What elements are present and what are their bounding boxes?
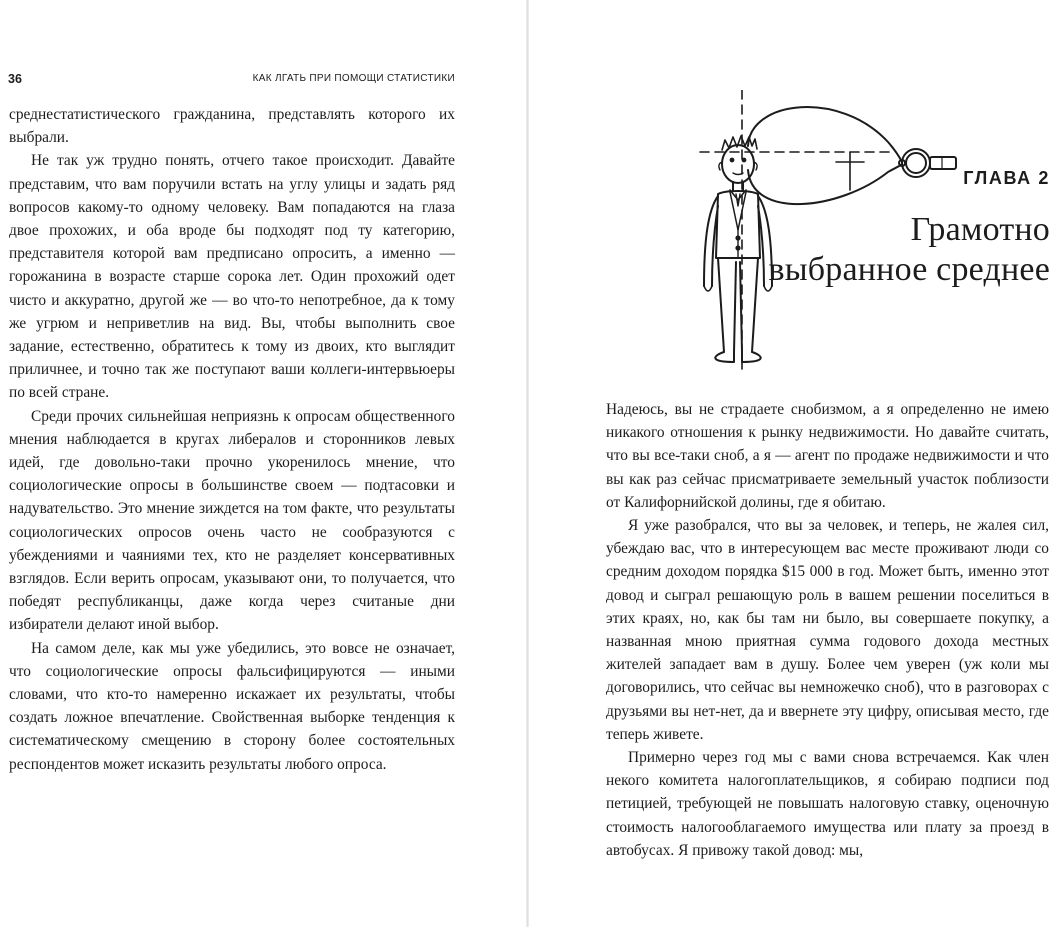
man-head [722,145,754,183]
chapter-label: ГЛАВА 2 [963,168,1050,188]
paragraph: На самом деле, как мы уже убедились, это вовсе не означает, что социологические опросы фальсифицируются — иными словами, что кто-то намеренно искажает их результаты, чтобы создать ложное впечатление. Свойственная выборке тенденция к систематическому смещению в сторону более состоятельных респондентов может исказить результаты любого опроса. [9,639,455,773]
paragraph: Надеюсь, вы не страдаете снобизмом, а я определенно не имею никакого отношения к рынку недвижимости. Но давайте считать, что вы все-таки сноб, а я — агент по продаже недвижимости и что вы как раз сейчас присматриваете земельный участок поблизости от Калифорнийской долины, где я обитаю. [606,401,1049,511]
caliper-lower-arm [748,164,902,204]
left-body-text [9,103,455,776]
page-number: 36 [8,72,22,86]
book-title-header: КАК ЛГАТЬ ПРИ ПОМОЩИ СТАТИСТИКИ [252,73,455,84]
paragraph: Примерно через год мы с вами снова встречаемся. Как член некого комитета налогоплательщиков, я собираю подписи под петицией, требующей не повышать налоговую ставку, оценочную стоимость налогооблагаемого имущества или плату за проезд в автобусах. Я привожу такой довод: мы, [606,749,1049,859]
paragraph: Не так уж трудно понять, отчего такое происходит. Давайте представим, что вам поручили встать на углу улицы и задать ряд вопросов какому-то одному человеку. Вам попадаются на глаза двое прохожих, и оба вроде бы подходят под ту категорию, представителя которой вам предписано опросить, а именно — горожанина в возрасте старше сорока лет. Один прохожий одет чисто и аккуратно, другой же — во что-то непотребное, да к тому же угрюм и неприветлив на вид. Вы, чтобы выполнить свое задание, естественно, обратитесь к тому из двоих, кто выглядит приличнее, и точно так же поступают ваши коллеги-интервьюеры по всей стране. [9,152,455,402]
paragraph: среднестатистического гражданина, представлять которого их выбрали. [9,106,455,147]
man-left-shoe [715,352,734,362]
left-page [0,0,527,927]
running-head [8,72,455,88]
right-body-text [606,398,1049,862]
man-right-shoe [742,352,761,362]
paragraph: Я уже разобрался, что вы за человек, и теперь, не жалея сил, убеждаю вас, что в интересующем вас месте проживают люди со средним доходом порядка $15 000 в год. Может быть, именно этот довод и сыграл решающую роль в вашем решении поселиться в этих краях, но, как бы там ни было, вы совершаете покупку, а названная мною приятная сумма годового дохода местных жителей западает вам в душу. Более чем уверен (уж коли мы договорились, что сейчас вы немножечко сноб), что в разговорах с друзьями вы нет-нет, да и ввернете эту цифру, описывая место, где теперь живете. [606,517,1049,743]
man-left-leg [718,258,724,352]
man-hair [722,136,757,150]
chapter-title-line: выбранное среднее [768,251,1050,288]
paragraph: Среди прочих сильнейшая неприязнь к опросам общественного мнения наблюдается в кругах либералов и сторонников левых идей, где довольно-таки прочно укоренилось мнение, что социологические опросы в большинстве своем — подтасовки и надувательство. Это мнение зиждется на том факте, что результаты социологических опросов очень часто не сообразуются с убеждениями и чаяниями тех, кто не разделяет консервативных взглядов. Если верить опросам, указывают они, то получается, что победят республиканцы, даже когда через считаные дни избиратели делают иной выбор. [9,407,455,634]
caliper-upper-arm [748,107,902,162]
chapter-title-line: Грамотно [910,211,1050,248]
chapter-title [740,210,1050,290]
